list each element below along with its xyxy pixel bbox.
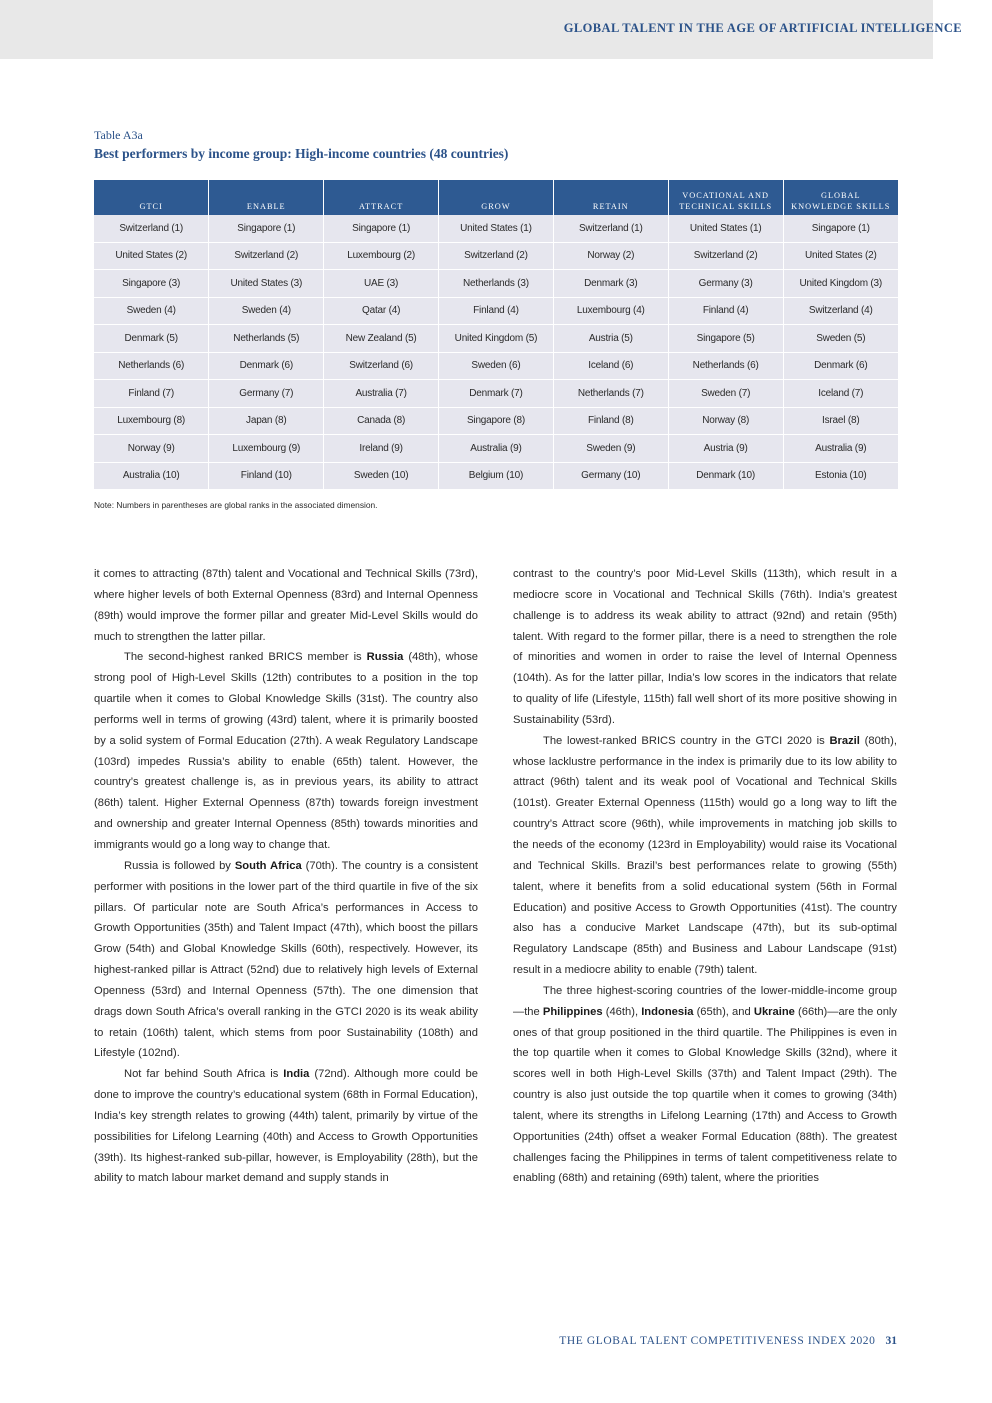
running-title: GLOBAL TALENT IN THE AGE OF ARTIFICIAL INTELLIGENCE bbox=[563, 21, 962, 35]
table-cell: Iceland (6) bbox=[553, 352, 668, 380]
text-run: Russia is followed by bbox=[124, 859, 235, 872]
table-cell: Singapore (3) bbox=[94, 270, 209, 298]
table-cell: Switzerland (2) bbox=[209, 242, 324, 270]
table-row bbox=[94, 352, 898, 380]
table-cell: Denmark (3) bbox=[553, 270, 668, 298]
table-cell: Canada (8) bbox=[324, 407, 439, 435]
table-cell: Netherlands (5) bbox=[209, 325, 324, 353]
table-cell: Denmark (7) bbox=[439, 380, 554, 408]
table-cell: Luxembourg (2) bbox=[324, 242, 439, 270]
table-cell: Germany (3) bbox=[668, 270, 783, 298]
table-cell: Austria (5) bbox=[553, 325, 668, 353]
page-footer bbox=[559, 1335, 897, 1347]
table-cell: United Kingdom (3) bbox=[783, 270, 898, 298]
table-cell: Germany (7) bbox=[209, 380, 324, 408]
table-cell: New Zealand (5) bbox=[324, 325, 439, 353]
table-cell: Sweden (4) bbox=[209, 297, 324, 325]
text-run: (65th), and bbox=[693, 1005, 754, 1018]
table-cell: Switzerland (2) bbox=[668, 242, 783, 270]
table-cell: Sweden (6) bbox=[439, 352, 554, 380]
table-cell: Sweden (10) bbox=[324, 462, 439, 490]
paragraph bbox=[94, 1064, 478, 1189]
table-cell: Singapore (8) bbox=[439, 407, 554, 435]
text-run: contrast to the country’s poor Mid-Level Skills (113th), which result in a mediocre score in Vocational and Technical Skills (76th). India’s greatest challenge is to address its weak ability to attract (92nd) and retain (95th) talent. With regard to the former pillar, there is a need to strengthen the role of minorities and women in order to raise the level of Internal Openness (104th). As for the latter pillar, India’s low scores in the indicators that relate to quality of life (Lifestyle, 115th) fall well short of its more positive showing in Sustainability (53rd). bbox=[513, 568, 897, 726]
table-cell: Switzerland (2) bbox=[439, 242, 554, 270]
page-number: 31 bbox=[885, 1335, 897, 1347]
table-row bbox=[94, 242, 898, 270]
column-header-line: GLOBAL bbox=[820, 191, 861, 200]
table-cell: Qatar (4) bbox=[324, 297, 439, 325]
text-run: (72nd). Although more could be done to improve the country’s educational system (68th in Formal Education), India’s key strength relates to growing (44th) talent, primarily by virtue of the possibilities for Lifelong Learning (40th) and Access to Growth Opportunities (39th). Its highest-ranked sub-pillar, however, is Employability (28th), but the ability to match labour market demand and supply stands in bbox=[94, 1068, 478, 1185]
text-run: The second-highest ranked BRICS member is bbox=[124, 651, 367, 664]
table-cell: Singapore (1) bbox=[209, 215, 324, 242]
column-header bbox=[439, 180, 554, 215]
table-cell: Netherlands (7) bbox=[553, 380, 668, 408]
column-header bbox=[324, 180, 439, 215]
body-column-left bbox=[94, 564, 478, 1189]
column-header-line: GTCI bbox=[139, 202, 163, 211]
table-row bbox=[94, 270, 898, 298]
table-cell: UAE (3) bbox=[324, 270, 439, 298]
table-cell: Finland (8) bbox=[553, 407, 668, 435]
table-body bbox=[94, 215, 898, 490]
paragraph bbox=[94, 564, 478, 647]
table-cell: Iceland (7) bbox=[783, 380, 898, 408]
table-cell: Singapore (1) bbox=[783, 215, 898, 242]
paragraph bbox=[513, 981, 897, 1189]
rankings-table bbox=[94, 180, 898, 490]
column-header bbox=[783, 180, 898, 215]
table-cell: Australia (9) bbox=[783, 435, 898, 463]
bold-country-name: Russia bbox=[366, 651, 404, 664]
footer-publication: THE GLOBAL TALENT COMPETITIVENESS INDEX 2020 bbox=[559, 1335, 876, 1347]
table-label: Table A3a bbox=[94, 128, 143, 142]
text-run: The three highest-scoring countries of the lower-middle-income group—the bbox=[513, 984, 897, 1018]
bold-country-name: Brazil bbox=[829, 734, 860, 747]
table-cell: Australia (9) bbox=[439, 435, 554, 463]
paragraph bbox=[94, 856, 478, 1064]
bold-country-name: South Africa bbox=[234, 859, 302, 872]
text-run: it comes to attracting (87th) talent and Vocational and Technical Skills (73rd), where higher levels of both External Openness (83rd) and Internal Openness (89th) would improve the former pillar and greater Mid-Level Skills would do much to strengthen the latter pillar. bbox=[94, 568, 478, 643]
table-cell: Australia (7) bbox=[324, 380, 439, 408]
table-cell: Netherlands (3) bbox=[439, 270, 554, 298]
table-cell: Switzerland (1) bbox=[553, 215, 668, 242]
table-cell: Israel (8) bbox=[783, 407, 898, 435]
table-row bbox=[94, 325, 898, 353]
table-cell: Denmark (5) bbox=[94, 325, 209, 353]
text-run: Not far behind South Africa is bbox=[124, 1068, 284, 1081]
table-row bbox=[94, 215, 898, 242]
column-header bbox=[209, 180, 324, 215]
bold-country-name: India bbox=[283, 1068, 310, 1081]
table-cell: Germany (10) bbox=[553, 462, 668, 490]
table-cell: Finland (7) bbox=[94, 380, 209, 408]
column-header-line: ENABLE bbox=[246, 202, 286, 211]
column-header bbox=[553, 180, 668, 215]
table-cell: United States (2) bbox=[94, 242, 209, 270]
table-cell: Netherlands (6) bbox=[668, 352, 783, 380]
table-cell: Netherlands (6) bbox=[94, 352, 209, 380]
table-cell: Norway (8) bbox=[668, 407, 783, 435]
table-note: Note: Numbers in parentheses are global ranks in the associated dimension. bbox=[94, 500, 378, 510]
table-cell: Finland (4) bbox=[439, 297, 554, 325]
table-cell: Luxembourg (8) bbox=[94, 407, 209, 435]
column-header-line: TECHNICAL SKILLS bbox=[679, 202, 773, 211]
table-cell: Denmark (6) bbox=[783, 352, 898, 380]
table-title: Best performers by income group: High-income countries (48 countries) bbox=[94, 146, 509, 161]
table-row bbox=[94, 297, 898, 325]
paragraph bbox=[513, 564, 897, 731]
body-column-right bbox=[513, 564, 897, 1189]
table-row bbox=[94, 407, 898, 435]
table-cell: Singapore (5) bbox=[668, 325, 783, 353]
text-run: (48th), whose strong pool of High-Level Skills (12th) contributes to a position in the top quartile when it comes to Global Knowledge Skills (31st). The country also performs well in terms of growing (43rd) talent, where it is primarily boosted by a solid system of Formal Education (27th). A weak Regulatory Landscape (103rd) impedes Russia’s ability to enable (65th) talent. However, the country’s greatest challenge is, as in previous years, its ability to attract (86th) talent. Higher External Openness (87th) towards foreign investment and ownership and greater Internal Openness (85th) towards minorities and immigrants would go a long way to change that. bbox=[94, 651, 479, 851]
table-cell: Sweden (5) bbox=[783, 325, 898, 353]
table-header-row bbox=[94, 180, 898, 215]
table-cell: Switzerland (1) bbox=[94, 215, 209, 242]
table-cell: Denmark (6) bbox=[209, 352, 324, 380]
text-run: (70th). The country is a consistent performer with positions in the lower part of the third quartile in five of the six pillars. Of particular note are South Africa’s performances in Access to Growth Opportunities (35th) and Talent Impact (47th), which boost the pillars Grow (54th) and Global Knowledge Skills (60th), respectively. However, its highest-ranked pillar is Attract (52nd) due to relatively high levels of External Openness (53rd) and Internal Openness (57th). The one dimension that drags down South Africa’s overall ranking in the GTCI 2020 is its weak ability to retain (106th) talent, which stems from poor Sustainability (108th) and Lifestyle (102nd). bbox=[94, 859, 478, 1060]
column-header-line: ATTRACT bbox=[358, 202, 404, 211]
table-cell: Luxembourg (9) bbox=[209, 435, 324, 463]
table-cell: United States (1) bbox=[668, 215, 783, 242]
table-cell: Ireland (9) bbox=[324, 435, 439, 463]
text-run: (46th), bbox=[602, 1005, 642, 1018]
table-cell: Estonia (10) bbox=[783, 462, 898, 490]
table-cell: Japan (8) bbox=[209, 407, 324, 435]
paragraph bbox=[94, 647, 478, 855]
table-cell: Austria (9) bbox=[668, 435, 783, 463]
table-cell: United Kingdom (5) bbox=[439, 325, 554, 353]
table-cell: United States (2) bbox=[783, 242, 898, 270]
text-run: (66th)—are the only ones of that group positioned in the third quartile. The Philippines is even in the top quartile when it comes to Global Knowledge Skills (32nd), where it scores well in both High-Level Skills (37th) and Talent Impact (29th). The country is also just outside the top quartile when it comes to growing (34th) talent, where its strengths in Lifelong Learning (17th) and Access to Growth Opportunities (24th) offset a weaker Formal Education (88th). The greatest challenges facing the Philippines in terms of talent competitiveness relate to enabling (68th) and retaining (69th) talent, where the priorities bbox=[513, 1005, 897, 1185]
table-cell: United States (1) bbox=[439, 215, 554, 242]
column-header-line: RETAIN bbox=[592, 202, 629, 211]
table-cell: Finland (4) bbox=[668, 297, 783, 325]
table-cell: Denmark (10) bbox=[668, 462, 783, 490]
table-cell: Norway (9) bbox=[94, 435, 209, 463]
text-run: (80th), whose lacklustre performance in the index is primarily due to its low ability to attract (96th) talent and its weak pool of Vocational and Technical Skills (101st). Greater External Openness (115th) would go a long way to lift the country’s Attract score (96th), while improvements in matching job skills to the needs of the economy (123rd in Employability) would raise its Vocational and Technical Skills. Brazil’s best performances relate to growing (55th) talent, where it benefits from a solid educational system (56th in Formal Education) and positive Access to Growth Opportunities (41st). The country also has a conducive Market Landscape (47th), but its sub-optimal Regulatory Landscape (85th) and Business and Labour Landscape (91st) result in a mediocre ability to enable (79th) talent. bbox=[513, 734, 897, 977]
table-cell: Luxembourg (4) bbox=[553, 297, 668, 325]
column-header-line: KNOWLEDGE SKILLS bbox=[791, 202, 891, 211]
column-header bbox=[668, 180, 783, 215]
table-cell: Belgium (10) bbox=[439, 462, 554, 490]
column-header-line: GROW bbox=[481, 202, 511, 211]
text-run: The lowest-ranked BRICS country in the GTCI 2020 is bbox=[543, 734, 830, 747]
column-header-line: VOCATIONAL AND bbox=[682, 191, 770, 200]
table-row bbox=[94, 462, 898, 490]
table-row bbox=[94, 380, 898, 408]
table-cell: Finland (10) bbox=[209, 462, 324, 490]
table-cell: United States (3) bbox=[209, 270, 324, 298]
table-cell: Switzerland (4) bbox=[783, 297, 898, 325]
table-cell: Norway (2) bbox=[553, 242, 668, 270]
bold-country-name: Indonesia bbox=[641, 1005, 694, 1018]
column-header bbox=[94, 180, 209, 215]
bold-country-name: Philippines bbox=[542, 1005, 603, 1018]
table-cell: Sweden (4) bbox=[94, 297, 209, 325]
table-cell: Singapore (1) bbox=[324, 215, 439, 242]
table-cell: Australia (10) bbox=[94, 462, 209, 490]
table-row bbox=[94, 435, 898, 463]
table-cell: Switzerland (6) bbox=[324, 352, 439, 380]
table-cell: Sweden (9) bbox=[553, 435, 668, 463]
bold-country-name: Ukraine bbox=[753, 1005, 795, 1018]
paragraph bbox=[513, 731, 897, 981]
table-cell: Sweden (7) bbox=[668, 380, 783, 408]
